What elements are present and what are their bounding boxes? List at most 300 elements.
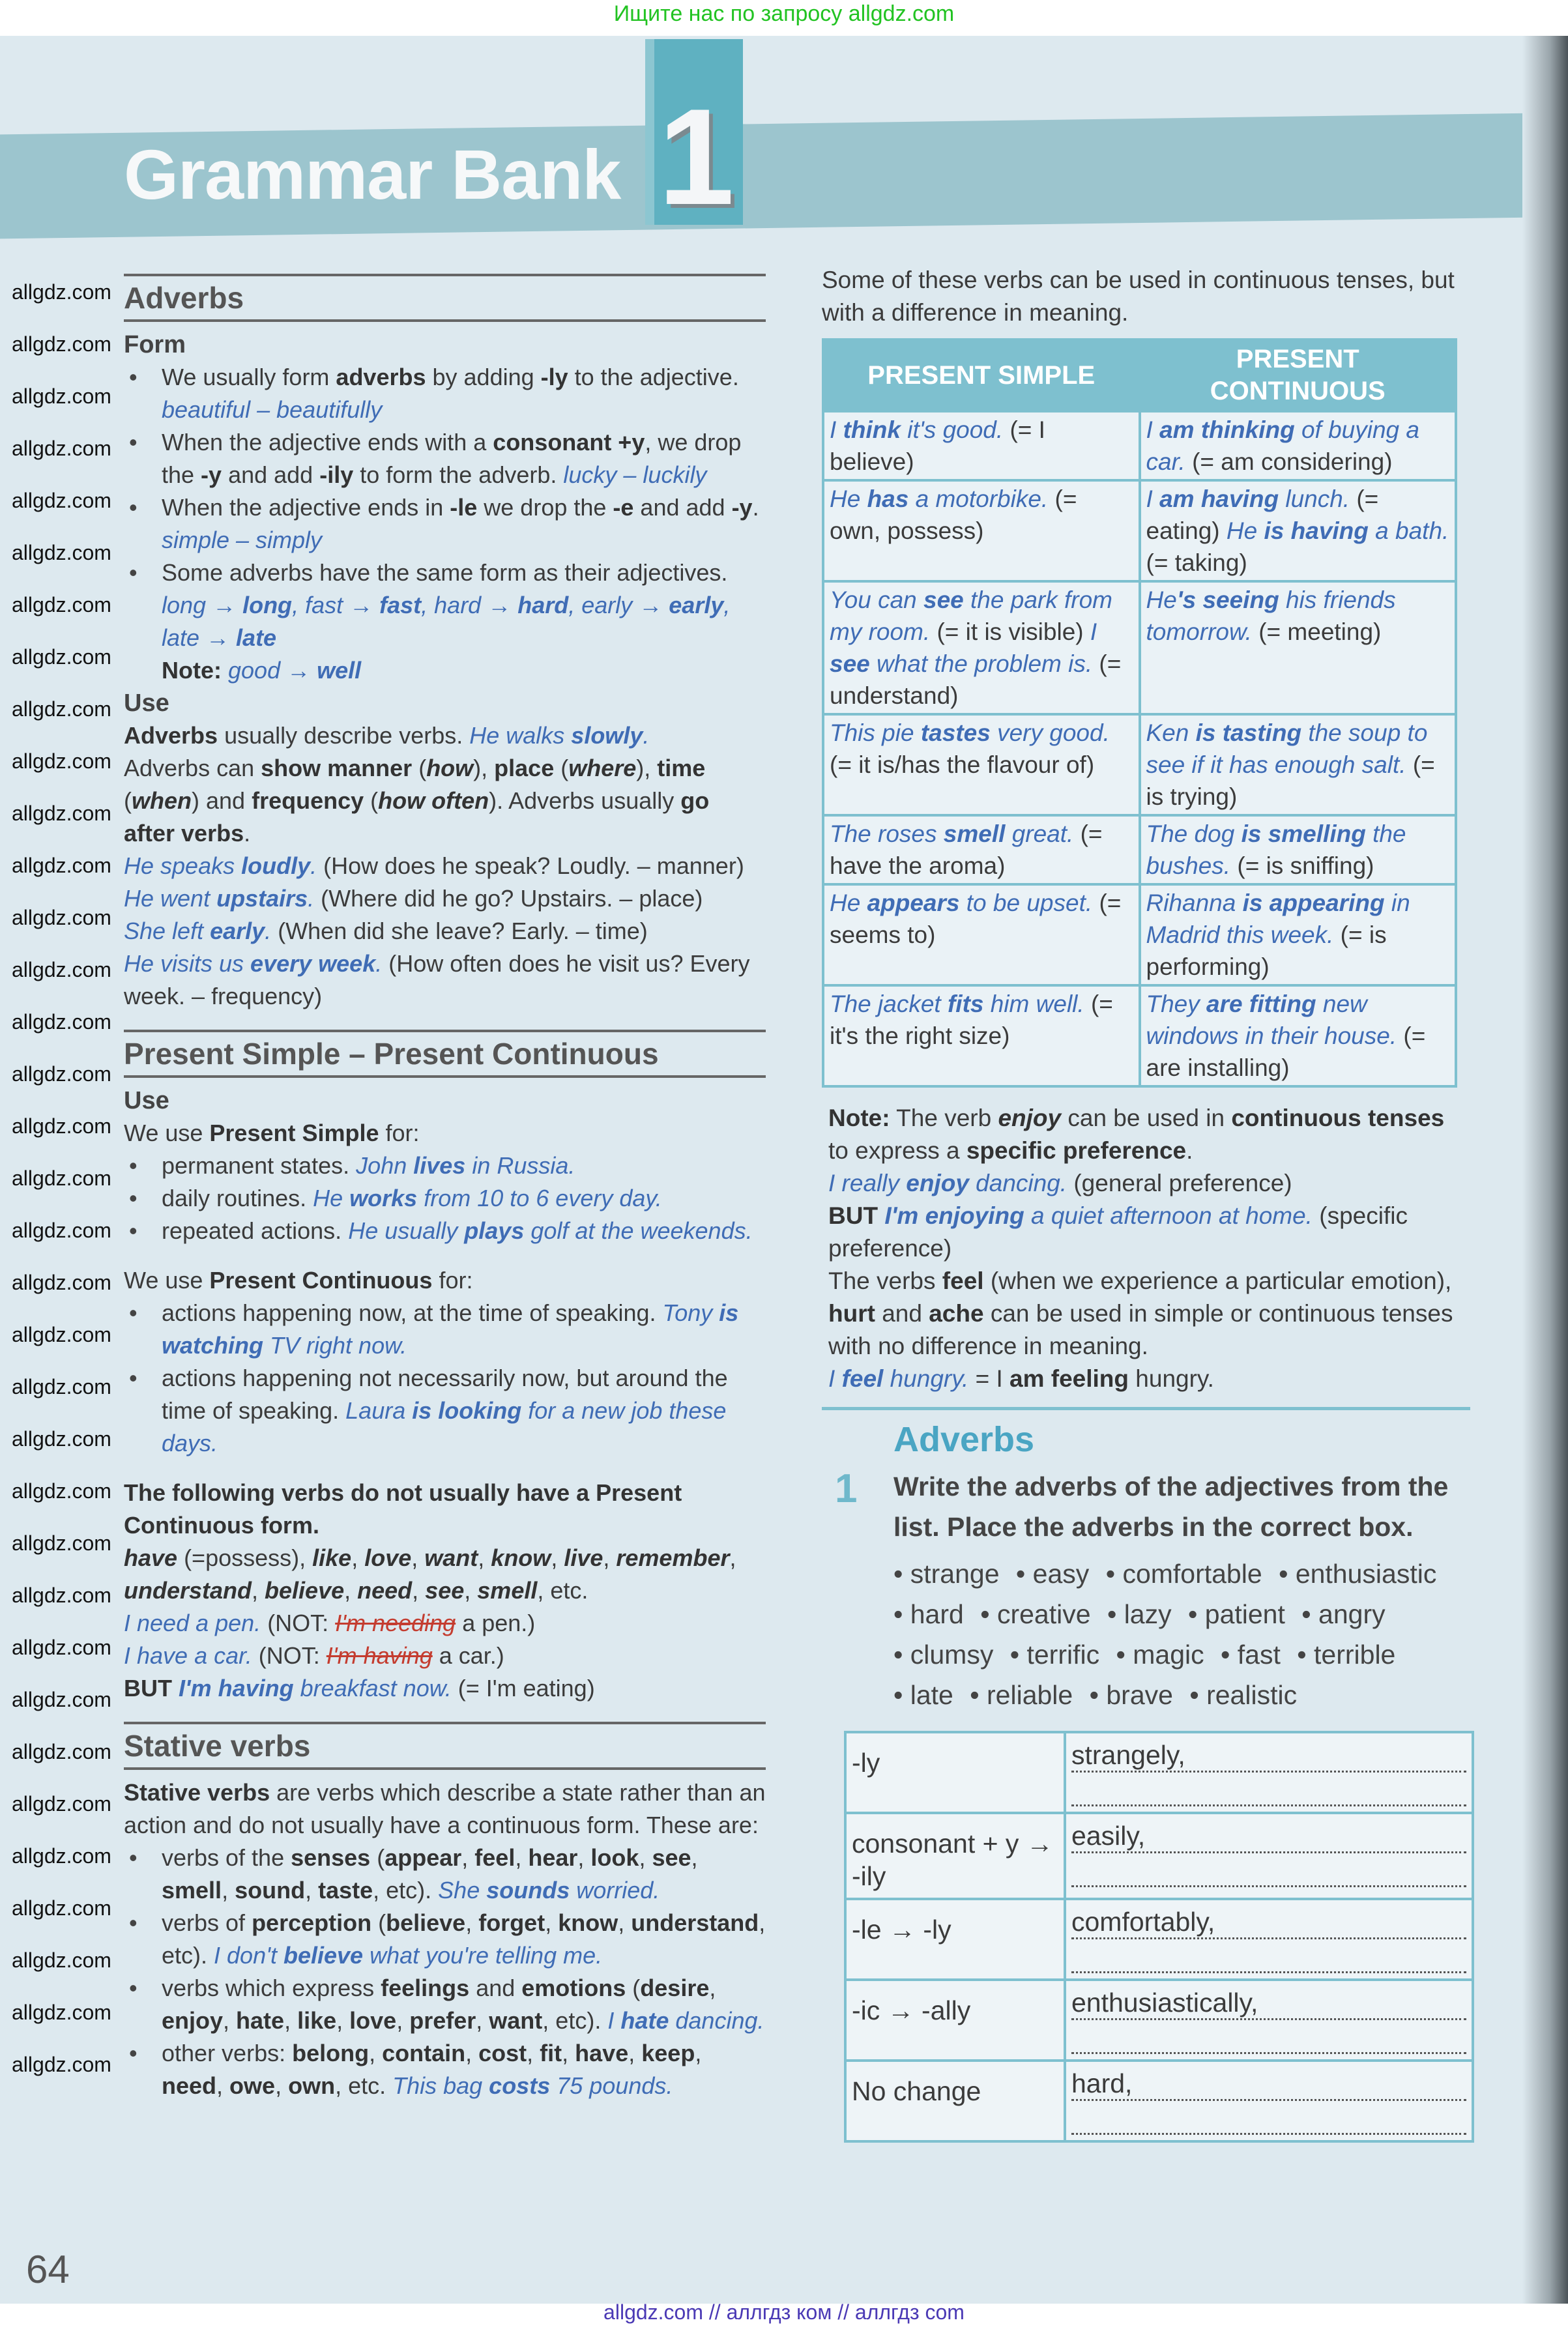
text-segment: . — [752, 494, 759, 521]
watermark: allgdz.com — [12, 1896, 111, 1920]
watermark: allgdz.com — [12, 2001, 111, 2024]
text-segment: am thinking — [1159, 416, 1295, 443]
note-paragraph — [828, 1102, 1470, 1167]
list-item — [124, 557, 766, 654]
text-segment: (= own, possess) — [830, 485, 1077, 544]
text-segment: prefer — [409, 2007, 476, 2034]
text-segment: how often — [378, 787, 489, 814]
text-segment: (= eating) — [1146, 485, 1379, 544]
text-segment: verbs of — [162, 1909, 252, 1936]
text-segment: He went — [124, 885, 217, 912]
text-segment: the park from my room. — [830, 586, 1113, 645]
answer-row — [845, 1732, 1473, 1813]
text-segment: need — [357, 1577, 413, 1604]
text-segment: (specific preference) — [828, 1202, 1408, 1262]
text-segment: Some of these verbs can be used in continuous tenses, but with a difference in meaning. — [822, 267, 1455, 326]
word-item — [970, 1680, 1073, 1710]
text-segment: hurt — [828, 1300, 875, 1327]
text-segment: understand — [631, 1909, 759, 1936]
watermark: allgdz.com — [12, 1479, 111, 1503]
continuous-example-cell — [1140, 411, 1457, 480]
text-segment: , — [709, 1975, 716, 2001]
text-segment: when — [132, 787, 192, 814]
text-segment: place — [494, 755, 555, 781]
answer-line[interactable] — [1071, 1905, 1466, 1939]
text-segment: what you're telling me. — [363, 1942, 603, 1969]
answer-line[interactable] — [1071, 1986, 1466, 2020]
text-segment: , — [603, 1544, 617, 1571]
text-segment: TV right now. — [263, 1332, 407, 1359]
text-segment: , — [252, 1577, 265, 1604]
text-segment: ) and — [192, 787, 252, 814]
list-item — [124, 2037, 766, 2102]
watermark: allgdz.com — [12, 332, 111, 356]
text-segment: feel — [474, 1844, 515, 1871]
watermark: allgdz.com — [12, 593, 111, 616]
bullet-icon: • — [980, 1599, 997, 1629]
text-segment: feel — [841, 1365, 884, 1392]
bullet-icon: • — [1089, 1680, 1107, 1710]
text-segment: He — [1226, 517, 1264, 544]
text-segment: frequency — [252, 787, 364, 814]
text-segment: feel — [942, 1267, 984, 1294]
watermark: allgdz.com — [12, 280, 111, 304]
answer-cell[interactable] — [1065, 2061, 1473, 2141]
text-segment: , — [411, 1544, 425, 1571]
text-segment: is watching — [162, 1299, 739, 1359]
text-segment: owe — [229, 2072, 276, 2099]
text-segment: Rihanna — [1146, 890, 1243, 916]
text-segment: early — [669, 592, 724, 618]
rule-label: -ly — [852, 1748, 880, 1778]
text-segment: , — [461, 1844, 475, 1871]
paragraph — [124, 1776, 766, 1842]
text-segment: Form — [124, 331, 186, 358]
text-segment: (= is sniffing) — [1237, 852, 1374, 879]
answer-row — [845, 2061, 1473, 2141]
text-segment: -y — [201, 461, 222, 488]
answer-row — [845, 1980, 1473, 2061]
text-segment: , — [577, 1844, 591, 1871]
text-segment: own — [288, 2072, 336, 2099]
text-segment: I'm needing — [335, 1610, 456, 1636]
text-segment: a motorbike. — [908, 485, 1055, 512]
paragraph — [124, 948, 766, 1013]
exercise-section-title: Adverbs — [893, 1420, 1035, 1459]
text-segment: where — [568, 755, 637, 781]
bullet-icon: • — [1221, 1640, 1238, 1670]
text-segment: believe — [283, 1942, 364, 1969]
answer-line[interactable] — [1071, 2020, 1466, 2054]
text-segment: hungry. — [1129, 1365, 1214, 1392]
text-segment: I — [1146, 485, 1160, 512]
text-segment: , — [336, 2007, 350, 2034]
word-text: patient — [1204, 1599, 1285, 1629]
text-segment: (When did she leave? Early. – time) — [278, 918, 648, 944]
text-segment: belong — [292, 2040, 370, 2066]
table-row — [823, 884, 1456, 985]
text-segment: , etc. — [537, 1577, 588, 1604]
text-segment: hungry. — [883, 1365, 976, 1392]
text-segment: good → — [228, 657, 317, 684]
paragraph — [124, 1117, 766, 1150]
list-item — [124, 1972, 766, 2037]
text-segment: sounds — [486, 1877, 570, 1904]
paragraph — [124, 915, 766, 948]
text-segment: , — [695, 2040, 702, 2066]
text-segment: She — [438, 1877, 487, 1904]
text-segment: Note: — [162, 657, 228, 684]
text-segment: (= meeting) — [1258, 618, 1382, 645]
bullet-icon: • — [1279, 1559, 1296, 1589]
text-segment: He usually — [348, 1217, 465, 1244]
text-segment: The verbs — [828, 1267, 942, 1294]
text-segment: is having — [1264, 517, 1369, 544]
continuous-example-cell — [1140, 985, 1457, 1086]
paragraph — [124, 719, 766, 752]
text-segment: am having — [1159, 485, 1279, 512]
text-segment: I — [1090, 618, 1097, 645]
text-segment: -le — [450, 494, 478, 521]
present-simple-continuous-table — [822, 338, 1457, 1088]
subheading — [124, 687, 766, 719]
word-item — [1107, 1599, 1172, 1629]
text-segment: golf at the weekends. — [524, 1217, 753, 1244]
text-segment: (= seems to) — [830, 890, 1122, 948]
text-segment: remember — [616, 1544, 730, 1571]
text-segment: perception — [252, 1909, 372, 1936]
watermark: allgdz.com — [12, 1531, 111, 1555]
section-heading — [124, 1722, 766, 1770]
list-item — [124, 491, 766, 557]
watermark: allgdz.com — [12, 2053, 111, 2076]
text-segment: (= it's the right size) — [830, 991, 1113, 1049]
text-segment: , early → — [568, 592, 669, 618]
watermark: allgdz.com — [12, 437, 111, 460]
text-segment: him well. — [983, 991, 1091, 1017]
bullet-icon: • — [893, 1599, 910, 1629]
watermark: allgdz.com — [12, 958, 111, 981]
text-segment: Note: — [828, 1105, 890, 1131]
watermark: allgdz.com — [12, 1271, 111, 1294]
word-item — [1301, 1599, 1385, 1629]
right-notes — [822, 1102, 1470, 1395]
text-segment: lives — [413, 1152, 466, 1179]
text-segment: (= have the aroma) — [830, 820, 1103, 879]
text-segment: BUT — [124, 1675, 179, 1701]
right-intro — [822, 264, 1470, 329]
paragraph — [124, 1607, 766, 1640]
text-segment: emotions — [521, 1975, 626, 2001]
text-segment: , — [351, 1544, 365, 1571]
simple-example-cell — [823, 480, 1140, 581]
paragraph — [124, 654, 766, 687]
watermark: allgdz.com — [12, 1688, 111, 1711]
text-segment: When the adjective ends with a — [162, 429, 493, 456]
exercise-number: 1 — [835, 1466, 858, 1511]
watermark: allgdz.com — [12, 1375, 111, 1398]
text-segment: , — [464, 1577, 478, 1604]
text-segment: He walks — [469, 722, 572, 749]
text-segment: , — [628, 2040, 642, 2066]
text-segment: and — [469, 1975, 522, 2001]
exercise-header — [822, 1466, 1470, 1547]
text-segment: know — [491, 1544, 551, 1571]
text-segment: senses — [291, 1844, 371, 1871]
simple-example-cell — [823, 581, 1140, 714]
text-segment: Present Simple – Present Continuous — [124, 1037, 659, 1071]
word-item — [1010, 1640, 1099, 1670]
watermark: allgdz.com — [12, 489, 111, 512]
example-answer: enthusiastically, — [1071, 1988, 1263, 2018]
text-segment: , — [551, 1544, 564, 1571]
text-segment: see — [652, 1844, 691, 1871]
text-segment: , — [305, 1877, 319, 1904]
answer-cell[interactable] — [1065, 1980, 1473, 2061]
answer-table — [844, 1731, 1474, 2143]
exercise-instruction: Write the adverbs of the adjectives from the list. Place the adverbs in the correct box. — [893, 1471, 1449, 1542]
text-segment: The dog — [1146, 820, 1241, 847]
text-segment: ), — [636, 755, 658, 781]
section-heading — [124, 274, 766, 322]
rule-cell — [845, 1980, 1065, 2061]
text-segment: understand — [124, 1577, 252, 1604]
text-segment: contain — [382, 2040, 466, 2066]
text-segment: ( — [371, 1909, 386, 1936]
text-segment: to the adjective. — [568, 364, 739, 390]
text-segment: John — [356, 1152, 414, 1179]
watermark: allgdz.com — [12, 1166, 111, 1190]
text-segment: ( — [626, 1975, 641, 2001]
text-segment: , — [465, 2040, 479, 2066]
bullet-list — [124, 1150, 766, 1247]
text-segment: . — [643, 722, 650, 749]
word-text: reliable — [987, 1680, 1073, 1710]
list-item — [124, 1362, 766, 1460]
text-segment: Adverbs — [124, 722, 218, 749]
text-segment: , — [369, 2040, 383, 2066]
text-segment: breakfast now. — [293, 1675, 458, 1701]
watermark: allgdz.com — [12, 541, 111, 564]
text-segment: have — [124, 1544, 178, 1571]
rule-cell — [845, 1899, 1065, 1980]
text-segment: , fast → — [292, 592, 380, 618]
answer-line[interactable] — [1071, 1773, 1466, 1806]
text-segment: , — [729, 1544, 736, 1571]
text-segment: Adverbs can — [124, 755, 261, 781]
text-segment: Use — [124, 689, 169, 717]
bullet-icon: • — [1188, 1599, 1205, 1629]
example-answer: easily, — [1071, 1821, 1150, 1851]
example-answer: comfortably, — [1071, 1907, 1220, 1937]
word-item — [1116, 1640, 1204, 1670]
text-segment: lucky – luckily — [563, 461, 707, 488]
text-segment: from 10 to 6 every day. — [417, 1185, 662, 1211]
text-segment: I — [828, 1365, 842, 1392]
text-segment: (How does he speak? Loudly. – manner) — [323, 852, 744, 879]
text-segment: actions happening not necessarily now, but around the time of speaking. — [162, 1365, 728, 1424]
watermark: allgdz.com — [12, 1948, 111, 1972]
text-segment: we drop the — [477, 494, 613, 521]
text-segment: worried. — [570, 1877, 660, 1904]
text-segment: a bath. — [1368, 517, 1449, 544]
text-segment: I'm enjoying — [884, 1202, 1024, 1229]
text-segment: for: — [379, 1120, 420, 1146]
text-segment: verbs which express — [162, 1975, 381, 2001]
text-segment: He — [830, 485, 867, 512]
table-header-present-simple: PRESENT SIMPLE — [823, 340, 1140, 411]
section-divider — [822, 1407, 1470, 1410]
text-segment: actions happening now, at the time of speaking. — [162, 1299, 663, 1326]
text-segment: of buying a car. — [1146, 416, 1419, 475]
subheading — [124, 1084, 766, 1117]
text-segment: for a new job these days. — [162, 1397, 727, 1456]
text-segment: the soup to see if it has enough salt. — [1146, 719, 1428, 778]
text-segment: This bag — [392, 2072, 489, 2099]
list-item — [124, 1842, 766, 1907]
text-segment: , — [275, 2072, 289, 2099]
word-item — [893, 1599, 964, 1629]
list-item — [124, 361, 766, 426]
text-segment: , — [691, 1844, 698, 1871]
rule-label: -le → -ly — [852, 1915, 951, 1945]
text-segment: go after verbs — [124, 787, 710, 847]
footer-watermark: allgdz.com // аллгдз ком // аллгдз com — [603, 2300, 965, 2324]
text-segment: fit — [540, 2040, 562, 2066]
text-segment: want — [424, 1544, 478, 1571]
text-segment: The following verbs do not usually have a Present Continuous form. — [124, 1479, 682, 1539]
word-text: late — [910, 1680, 953, 1710]
text-segment: sound — [235, 1877, 306, 1904]
text-segment: Use — [124, 1087, 169, 1114]
text-segment: I'm having — [326, 1642, 433, 1669]
list-item — [124, 1215, 766, 1247]
answer-line[interactable] — [1071, 1819, 1466, 1853]
word-text: comfortable — [1122, 1559, 1262, 1589]
text-segment: are verbs which describe a state rather than an action and do not usually have a continuous form. These are: — [124, 1779, 766, 1838]
text-segment: -ly — [540, 364, 568, 390]
word-text: hard — [910, 1599, 964, 1629]
word-item — [1189, 1680, 1297, 1710]
text-segment: see — [425, 1577, 465, 1604]
text-segment: , — [216, 2072, 230, 2099]
text-segment: . — [375, 950, 389, 977]
text-segment: live — [564, 1544, 603, 1571]
text-segment: Present Continuous — [209, 1267, 433, 1294]
table-row — [823, 480, 1456, 581]
answer-line[interactable] — [1071, 2101, 1466, 2135]
text-segment: works — [349, 1185, 418, 1211]
text-segment: to be upset. — [959, 890, 1099, 916]
answer-cell[interactable] — [1065, 1732, 1473, 1813]
text-segment: love — [364, 1544, 412, 1571]
text-segment: feelings — [381, 1975, 470, 2001]
text-segment: (= is trying) — [1146, 751, 1435, 810]
text-segment: hate — [620, 2007, 669, 2034]
word-text: creative — [996, 1599, 1091, 1629]
text-segment: the bushes. — [1146, 820, 1406, 879]
answer-cell[interactable] — [1065, 1899, 1473, 1980]
text-segment: , — [396, 2007, 410, 2034]
text-segment: Some adverbs have the same form as their adjectives. — [162, 559, 728, 586]
text-segment: I have a car. — [124, 1642, 259, 1669]
answer-line[interactable] — [1071, 1739, 1466, 1773]
text-segment: ). Adverbs usually — [489, 787, 681, 814]
text-segment: show manner — [261, 755, 413, 781]
text-segment: (NOT: — [258, 1642, 327, 1669]
answer-line[interactable] — [1071, 1853, 1466, 1887]
text-segment: well — [317, 657, 362, 684]
text-segment: . — [265, 918, 278, 944]
text-segment: , etc). — [542, 2007, 608, 2034]
text-segment: appear — [385, 1844, 462, 1871]
note-paragraph — [828, 1363, 1470, 1395]
answer-line[interactable] — [1071, 2067, 1466, 2101]
text-segment: and add — [633, 494, 732, 521]
text-segment: is appearing — [1242, 890, 1385, 916]
text-segment: , — [222, 1877, 235, 1904]
text-segment: , hard → — [421, 592, 518, 618]
text-segment: upstairs — [216, 885, 308, 912]
text-segment: desire — [640, 1975, 710, 2001]
text-segment: beautiful – beautifully — [162, 396, 383, 423]
text-segment: want — [489, 2007, 543, 2034]
text-segment: enjoy — [998, 1105, 1062, 1131]
text-segment: Present Simple — [209, 1120, 379, 1146]
text-segment: has — [867, 485, 909, 512]
text-segment: I'm having — [179, 1675, 294, 1701]
text-segment: other verbs: — [162, 2040, 293, 2066]
text-segment: by adding — [426, 364, 541, 390]
answer-line[interactable] — [1071, 1939, 1466, 1973]
text-segment: I — [1146, 416, 1160, 443]
text-segment: , — [639, 1844, 652, 1871]
paragraph — [124, 1477, 766, 1542]
text-segment: late — [236, 624, 277, 651]
text-segment: The jacket — [830, 991, 948, 1017]
text-segment: When the adjective ends in — [162, 494, 450, 521]
watermark: allgdz.com — [12, 1219, 111, 1242]
text-segment: am feeling — [1009, 1365, 1129, 1392]
text-segment: , — [344, 1577, 358, 1604]
watermark: allgdz.com — [12, 384, 111, 408]
text-segment: see — [923, 586, 964, 613]
text-segment: They — [1146, 991, 1207, 1017]
text-segment: daily routines. — [162, 1185, 313, 1211]
text-segment: (= is performing) — [1146, 921, 1387, 980]
text-segment: repeated actions. — [162, 1217, 349, 1244]
text-segment: enjoy — [906, 1170, 969, 1196]
subheading — [124, 328, 766, 361]
text-segment: forget — [478, 1909, 545, 1936]
text-segment: and — [875, 1300, 929, 1327]
text-segment: ( — [554, 755, 569, 781]
text-segment: hear — [528, 1844, 578, 1871]
word-item — [1188, 1599, 1285, 1629]
table-row — [823, 714, 1456, 815]
text-segment: He visits us — [124, 950, 251, 977]
text-segment: -y — [731, 494, 753, 521]
text-segment: in Russia. — [465, 1152, 575, 1179]
word-item — [1279, 1559, 1436, 1589]
answer-cell[interactable] — [1065, 1813, 1473, 1899]
text-segment: (general preference) — [1073, 1170, 1292, 1196]
word-text: enthusiastic — [1295, 1559, 1437, 1589]
site-banner-text: Ищите нас по запросу allgdz.com — [613, 1, 955, 26]
text-segment: hard — [517, 592, 569, 618]
example-answer: strangely, — [1071, 1740, 1191, 1770]
text-segment: simple – simply — [162, 527, 323, 553]
